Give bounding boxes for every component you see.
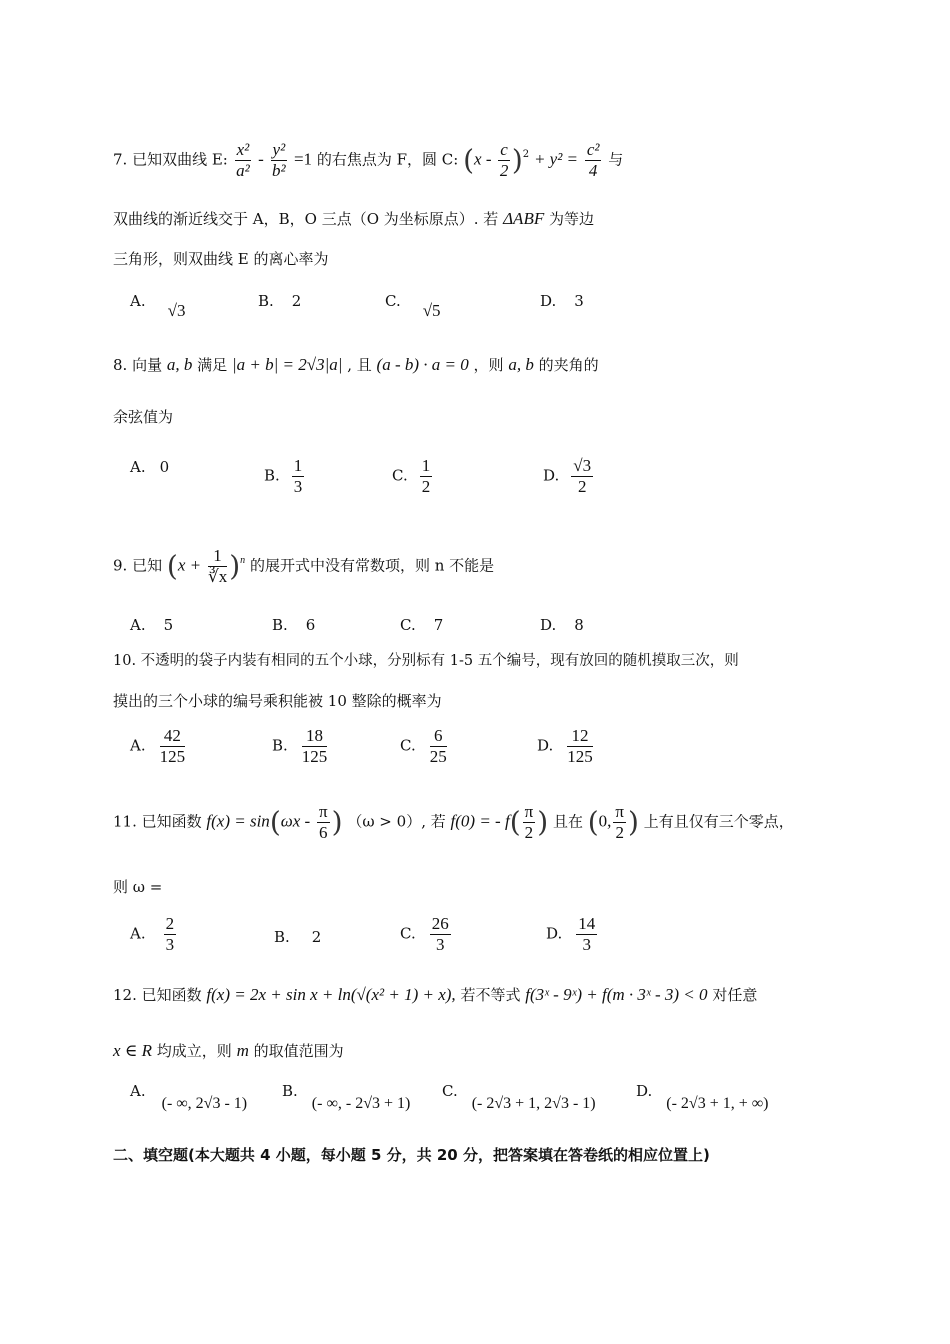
q7-line2-text-a: 双曲线的渐近线交于 A，B，O 三点（O 为坐标原点）. 若 [113,210,499,228]
option-fraction: $\frac{26}{3}$ [431,914,449,954]
q7-text-b: 的右焦点为 F，圆 C: [316,150,459,169]
option-fraction: $\frac{√3}{2}$ [573,456,592,496]
q9-option-b[interactable] [272,614,315,636]
option-label: D. [636,1082,653,1100]
q10-line1: 10. 不透明的袋子内装有相同的五个小球，分别标有 1-5 五个编号，现有放回的随机摸取三次，则 [113,653,739,669]
q12-text-b2: 均成立，则 [156,1042,232,1060]
q7-triangle: ΔABF [503,209,545,228]
option-label: B. [282,1082,298,1100]
q8-line2: 余弦值为 [113,408,174,426]
q11-lparen-3: ( [587,805,599,839]
q8-vectors: a, b [166,355,193,374]
q9-frac-1-cbrt-x: $\frac{1}{∛x}$ [207,546,228,586]
option-value: (- ∞, 2√3 - 1) [161,1095,248,1112]
q11-rparen-1: ) [331,805,343,839]
q8-line1 [113,354,599,376]
q11-rparen-3: ) [628,805,639,839]
q8-text-e: 的夹角的 [538,356,599,374]
option-label: C. [400,616,416,634]
q11-line1 [113,802,794,843]
q7-rparen: ) [511,143,523,177]
q8-option-b[interactable] [264,456,306,497]
q12-option-b[interactable] [282,1080,411,1112]
q12-option-d[interactable] [636,1080,769,1112]
q11-line2: 则 ω = [113,878,163,896]
option-value: 7 [433,616,444,634]
q9-exponent-n: n [240,554,246,566]
q7-option-a[interactable] [130,290,186,320]
q7-line3: 三角形，则双曲线 E 的离心率为 [113,250,329,268]
q7-option-c[interactable] [385,290,441,320]
option-label: A. [130,616,146,634]
q8-vectors-2: a, b [508,355,534,374]
q11-text-a: 11. 已知函数 [113,812,202,831]
option-value: 0 [159,458,170,476]
q9-lparen: ( [166,549,178,583]
option-fraction: $\frac{14}{3}$ [578,914,596,954]
q12-text-b: 若不等式 [460,986,521,1004]
q10-option-c[interactable] [400,726,449,767]
option-fraction: $\frac{6}{25}$ [429,726,447,766]
q9-option-c[interactable] [400,614,443,636]
q10-line2: 摸出的三个小球的编号乘积能被 10 整除的概率为 [113,692,442,710]
option-value: (- ∞, - 2√3 + 1) [311,1095,411,1112]
q11-frac-pi-6: $\frac{\pi}{6}$ [319,802,328,842]
q12-option-c[interactable] [442,1080,596,1112]
q7-frac-y2-b2: $\frac{\text{y²}}{\text{b²}}$ [272,140,286,180]
option-label: D. [537,736,554,755]
q9-text-b: 的展开式中没有常数项，则 n 不能是 [249,556,495,575]
q7-option-b[interactable] [258,290,301,312]
option-label: A. [130,736,146,755]
q7-line2 [113,208,594,230]
q7-minus: - [258,149,264,169]
option-label: A. [130,1082,146,1100]
q10-option-b[interactable] [272,726,329,767]
q12-line1 [113,984,757,1006]
q12-domain: x ∈ R [113,1041,153,1060]
q11-condition: （ω > 0） [347,812,422,831]
q8-text-c: , 且 [347,356,372,374]
q11-option-c[interactable] [400,914,453,955]
q11-lparen-2: ( [509,805,521,839]
option-value: (- 2√3 + 1, 2√3 - 1) [471,1095,596,1112]
q12-text-c2: 的取值范围为 [253,1042,344,1060]
q12-text-c: 对任意 [712,986,758,1004]
q7-square: 2 [522,148,530,160]
q9-expr-x: x + [177,555,202,575]
option-label: A. [130,292,146,310]
option-label: C. [385,292,401,310]
q7-lparen: ( [463,143,475,177]
option-value: 6 [305,616,316,634]
q12-line2 [113,1040,344,1062]
q8-condition-2: (a - b) · a = 0 [376,355,469,374]
option-label: A. [130,924,146,943]
option-value: √3 [167,301,186,320]
q11-frac-pi-2: $\frac{\pi}{2}$ [524,802,534,842]
option-value: 3 [574,292,584,310]
q7-eq1: =1 [293,149,313,169]
q11-lparen-1: ( [269,805,281,839]
option-label: D. [540,292,557,310]
q11-f0: f(0) = - f [450,811,510,831]
option-label: D. [543,466,560,485]
q7-line1 [113,140,623,181]
option-label: A. [130,458,146,476]
option-fraction: $\frac{1}{3}$ [293,456,303,496]
option-label: C. [400,924,416,943]
option-label: D. [540,616,557,634]
option-label: C. [392,466,408,485]
q11-frac-pi-2-b: $\frac{\pi}{2}$ [615,802,625,842]
option-fraction: $\frac{18}{125}$ [301,726,328,766]
q9-line1 [113,546,494,587]
q7-circle-x: x - [474,149,492,169]
q10-option-d[interactable] [537,726,595,767]
q8-text-b: 满足 [197,356,228,374]
option-value: 2 [291,292,302,310]
q11-interval: 0, [598,811,612,831]
option-label: B. [272,736,288,755]
q11-text-d: 上有且仅有三个零点， [643,812,794,831]
section-2-heading: 二、填空题(本大题共 4 小题，每小题 5 分，共 20 分，把答案填在答卷纸的相应位置上) [113,1146,710,1164]
q9-text-a: 9. 已知 [113,556,163,575]
q11-option-a[interactable] [130,914,178,955]
q11-rparen-2: ) [537,805,549,839]
q8-option-c[interactable] [392,456,434,497]
q8-option-d[interactable] [543,456,595,497]
q12-option-a[interactable] [130,1080,248,1112]
q9-option-a[interactable] [130,614,173,636]
q7-text-c: 与 [608,150,624,169]
q12-text-a: 12. 已知函数 [113,986,202,1004]
q8-text-d: ，则 [473,356,504,374]
q7-frac-c2-4: $\frac{\text{c²}}{4}$ [586,140,600,180]
q8-text-a: 8. 向量 [113,356,163,374]
option-fraction: $\frac{1}{2}$ [421,456,431,496]
option-value: (- 2√3 + 1, + ∞) [666,1095,769,1112]
option-label: C. [442,1082,458,1100]
q11-text-c: 且在 [552,812,583,831]
q7-text-a: 7. 已知双曲线 E: [113,150,228,169]
option-label: B. [264,466,280,485]
option-value: 8 [574,616,584,634]
q12-inequality: f(3ˣ - 9ˣ) + f(m · 3ˣ - 3) < 0 [525,985,708,1004]
q7-plus-y2: + y² = [533,149,579,169]
option-value: 2 [311,928,322,946]
q9-option-d[interactable] [540,614,584,636]
q12-m: m [236,1041,249,1060]
q11-omega-x: ωx - [280,811,311,831]
option-label: B. [258,292,274,310]
option-label: C. [400,736,416,755]
option-value: √5 [422,301,441,320]
q10-option-a[interactable] [130,726,187,767]
option-fraction: $\frac{12}{125}$ [567,726,593,766]
option-label: B. [274,928,290,946]
q11-option-b[interactable] [274,926,321,948]
q7-line2-text-b: 为等边 [549,210,595,228]
q11-function: f(x) = sin [206,811,270,831]
option-fraction: $\frac{2}{3}$ [165,914,175,954]
option-fraction: $\frac{42}{125}$ [159,726,186,766]
q7-frac-c-2: $\frac{c}{2}$ [499,140,509,180]
q7-frac-x2-a2: $\frac{\text{x²}}{\text{a²}}$ [236,140,250,180]
q9-rparen: ) [229,549,241,583]
option-value: 5 [163,616,174,634]
option-label: B. [272,616,288,634]
option-label: D. [546,924,563,943]
q11-option-d[interactable] [546,914,599,955]
q8-condition-1: |a + b| = 2√3|a| [231,355,343,374]
q11-text-b: , 若 [421,812,446,831]
q7-option-d[interactable] [540,290,584,312]
q12-function: f(x) = 2x + sin x + ln(√(x² + 1) + x), [206,985,456,1004]
q8-option-a[interactable] [130,456,169,478]
